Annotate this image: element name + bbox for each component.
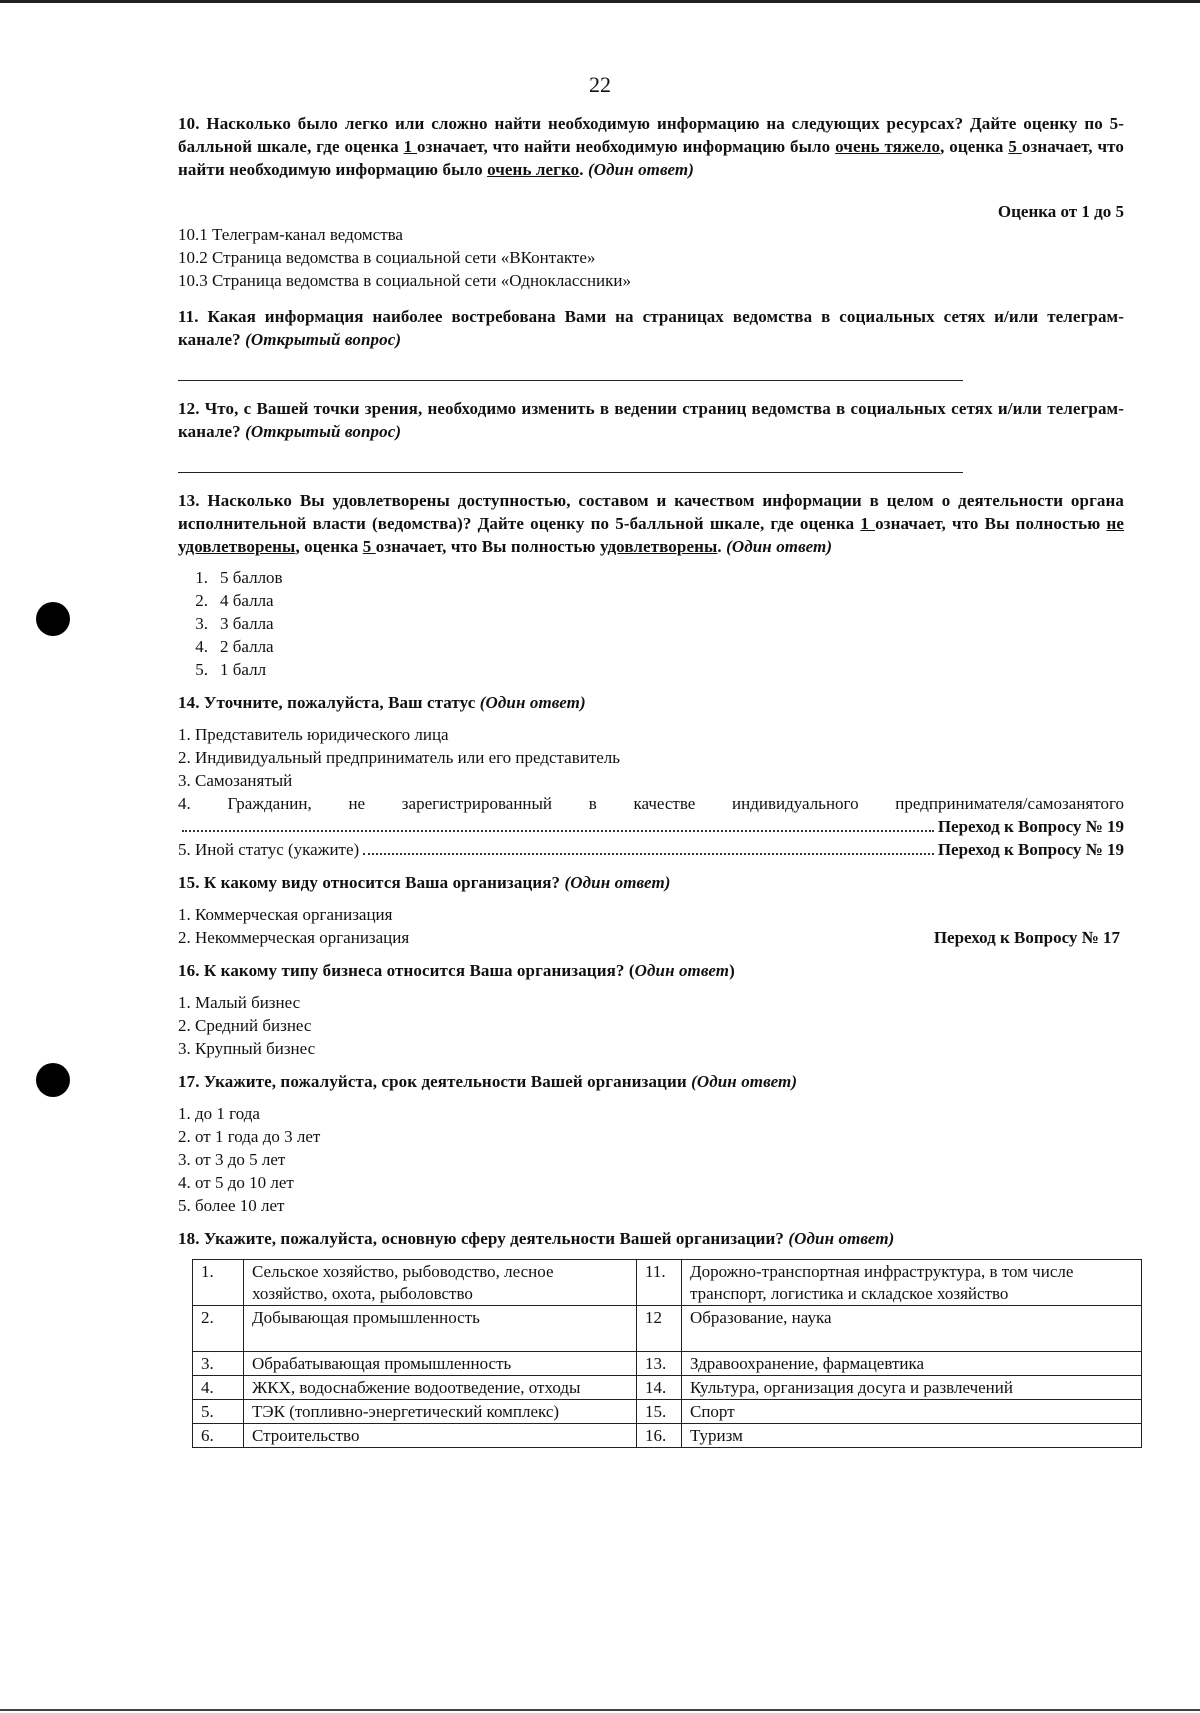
table-row — [193, 1400, 1142, 1424]
cell-num[interactable]: 1. — [193, 1260, 244, 1306]
org-kind-option[interactable]: 1. Коммерческая организация — [178, 905, 393, 924]
cell-num[interactable]: 16. — [637, 1424, 682, 1448]
table-row — [193, 1352, 1142, 1376]
duration-option[interactable]: 2. от 1 года до 3 лет — [178, 1127, 321, 1146]
rating-options — [178, 566, 1124, 681]
rating-option[interactable]: 1. 5 баллов — [195, 568, 283, 587]
question-18: 18. Укажите, пожалуйста, основную сферу деятельности Вашей организации? (Один ответ) — [178, 1229, 895, 1248]
cell-num[interactable]: 2. — [193, 1306, 244, 1352]
question-11: 11. Какая информация наиболее востребована Вами на страницах ведомства в социальных сетях и/или телеграм-канале? (Открытый вопрос) — [178, 307, 1124, 349]
question-12: 12. Что, с Вашей точки зрения, необходимо изменить в ведении страниц ведомства в социальных сетях и/или телеграм-канале? (Открытый вопрос) — [178, 399, 1124, 441]
jump-row — [178, 926, 1124, 949]
rating-option[interactable]: 4. 2 балла — [195, 637, 274, 656]
cell-num[interactable]: 3. — [193, 1352, 244, 1376]
cell-sector[interactable]: Добывающая промышленность — [244, 1306, 637, 1352]
business-type-option[interactable]: 3. Крупный бизнес — [178, 1039, 316, 1058]
table-row — [193, 1376, 1142, 1400]
table-row — [193, 1424, 1142, 1448]
cell-sector[interactable]: Здравоохранение, фармацевтика — [682, 1352, 1142, 1376]
status-option[interactable]: 2. Индивидуальный предприниматель или его представитель — [178, 748, 621, 767]
jump-row — [178, 815, 1124, 838]
punch-hole — [36, 602, 70, 636]
cell-num[interactable]: 12 — [637, 1306, 682, 1352]
cell-num[interactable]: 14. — [637, 1376, 682, 1400]
dot-leader — [182, 815, 934, 832]
question-10: 10. Насколько было легко или сложно найти необходимую информацию на следующих ресурсах? Дайте оценку по 5-балльной шкале, где оценка 1 означает, что найти необходимую информацию было очень тяжело, оценка 5 означает, что найти необходимую информацию было очень легко. (Один ответ) — [178, 114, 1125, 179]
duration-option[interactable]: 5. более 10 лет — [178, 1196, 285, 1215]
resource-item: 10.3 Страница ведомства в социальной сети «Одноклассники» — [178, 271, 631, 290]
status-option[interactable]: 1. Представитель юридического лица — [178, 725, 449, 744]
org-kind-option[interactable]: 2. Некоммерческая организация — [178, 928, 410, 947]
cell-sector[interactable]: Образование, наука — [682, 1306, 1142, 1352]
duration-option[interactable]: 1. до 1 года — [178, 1104, 260, 1123]
question-14: 14. Уточните, пожалуйста, Ваш статус (Один ответ) — [178, 693, 586, 712]
cell-sector[interactable]: Дорожно-транспортная инфраструктура, в том числе транспорт, логистика и складское хозяйство — [682, 1260, 1142, 1306]
dot-leader — [363, 838, 934, 855]
cell-num[interactable]: 15. — [637, 1400, 682, 1424]
cell-sector[interactable]: Культура, организация досуга и развлечений — [682, 1376, 1142, 1400]
question-17: 17. Укажите, пожалуйста, срок деятельности Вашей организации (Один ответ) — [178, 1072, 798, 1091]
question-16: 16. К какому типу бизнеса относится Ваша организация? (Один ответ) — [178, 961, 735, 980]
rating-option[interactable]: 3. 3 балла — [195, 614, 274, 633]
cell-sector[interactable]: Строительство — [244, 1424, 637, 1448]
jump-instruction: Переход к Вопросу № 19 — [937, 840, 1124, 859]
scale-label: Оценка от 1 до 5 — [997, 202, 1124, 221]
jump-row — [178, 838, 1124, 861]
table-row — [193, 1260, 1142, 1306]
questionnaire-page — [178, 112, 1124, 1448]
cell-sector[interactable]: Обрабатывающая промышленность — [244, 1352, 637, 1376]
page-bottom-edge — [0, 1709, 1200, 1711]
punch-hole — [36, 1063, 70, 1097]
cell-num[interactable]: 5. — [193, 1400, 244, 1424]
cell-sector[interactable]: ТЭК (топливно-энергетический комплекс) — [244, 1400, 637, 1424]
activity-table — [192, 1259, 1142, 1448]
jump-instruction: Переход к Вопросу № 19 — [937, 817, 1124, 836]
cell-sector[interactable]: Сельское хозяйство, рыбоводство, лесное хозяйство, охота, рыболовство — [244, 1260, 637, 1306]
cell-num[interactable]: 13. — [637, 1352, 682, 1376]
business-type-option[interactable]: 1. Малый бизнес — [178, 993, 301, 1012]
status-option[interactable]: 5. Иной статус (укажите) — [178, 840, 360, 859]
resource-item: 10.2 Страница ведомства в социальной сети «ВКонтакте» — [178, 248, 596, 267]
page-number: 22 — [589, 72, 611, 97]
cell-num[interactable]: 11. — [637, 1260, 682, 1306]
question-15: 15. К какому виду относится Ваша организация? (Один ответ) — [178, 873, 671, 892]
question-13: 13. Насколько Вы удовлетворены доступностью, составом и качеством информации в целом о деятельности органа исполнительной власти (ведомства)? Дайте оценку по 5-балльной шкале, где оценка 1 означает, что Вы полностью не удовлетворены, оценка 5 означает, что Вы полностью удовлетворены. (Один ответ) — [178, 491, 1124, 556]
table-row — [193, 1306, 1142, 1352]
cell-num[interactable]: 4. — [193, 1376, 244, 1400]
cell-sector[interactable]: ЖКХ, водоснабжение водоотведение, отходы — [244, 1376, 637, 1400]
cell-num[interactable]: 6. — [193, 1424, 244, 1448]
page-top-edge — [0, 0, 1200, 3]
duration-option[interactable]: 3. от 3 до 5 лет — [178, 1150, 286, 1169]
status-option[interactable]: 4. Гражданин, не зарегистрированный в качестве индивидуального предпринимателя/самозанятого — [178, 794, 1124, 813]
cell-sector[interactable]: Туризм — [682, 1424, 1142, 1448]
resource-item: 10.1 Телеграм-канал ведомства — [178, 225, 403, 244]
duration-option[interactable]: 4. от 5 до 10 лет — [178, 1173, 294, 1192]
cell-sector[interactable]: Спорт — [682, 1400, 1142, 1424]
rating-option[interactable]: 2. 4 балла — [195, 591, 274, 610]
business-type-option[interactable]: 2. Средний бизнес — [178, 1016, 312, 1035]
status-option[interactable]: 3. Самозанятый — [178, 771, 293, 790]
rating-option[interactable]: 5. 1 балл — [195, 660, 267, 679]
jump-instruction: Переход к Вопросу № 17 — [933, 928, 1120, 947]
